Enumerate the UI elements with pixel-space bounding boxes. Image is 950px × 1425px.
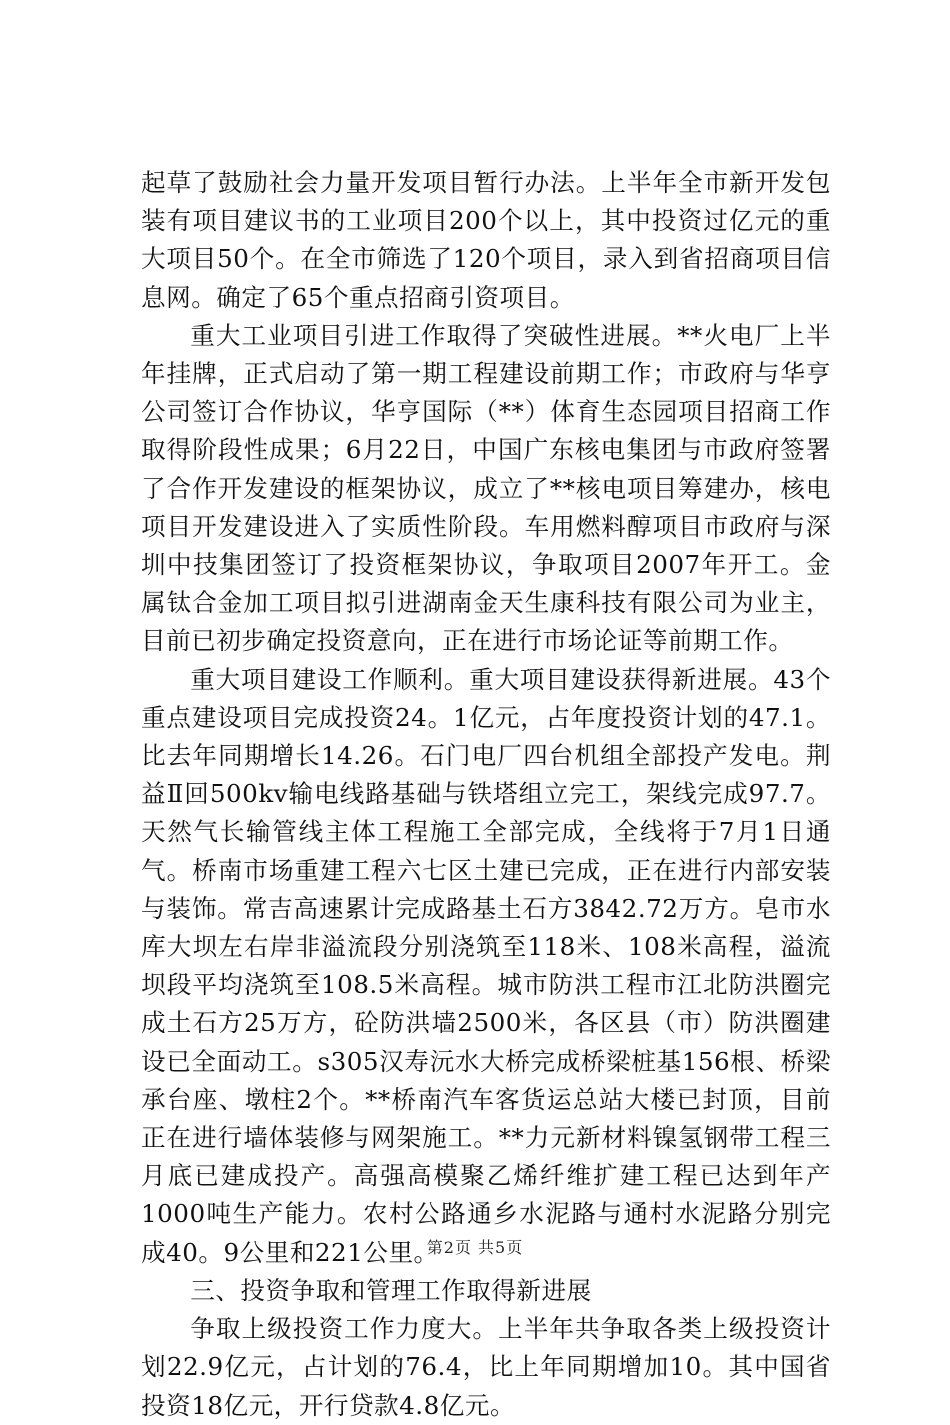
paragraph-5: 争取上级投资工作力度大。上半年共争取各类上级投资计划22.9亿元，占计划的76.4，比上年同期增加10。其中国省投资18亿元，开行贷款4.8亿元。: [141, 1314, 831, 1420]
section-heading: 三、投资争取和管理工作取得新进展: [190, 1275, 592, 1305]
paragraph-1: 起草了鼓励社会力量开发项目暂行办法。上半年全市新开发包装有项目建议书的工业项目200个以上，其中投资过亿元的重大项目50个。在全市筛选了120个项目，录入到省招商项目信息网。确定了65个重点招商引资项目。: [141, 168, 831, 312]
paragraph-2: 重大工业项目引进工作取得了突破性进展。**火电厂上半年挂牌，正式启动了第一期工程建设前期工作；市政府与华亨公司签订合作协议，华亨国际（**）体育生态园项目招商工作取得阶段性成果；6月22日，中国广东核电集团与市政府签署了合作开发建设的框架协议，成立了**核电项目筹建办，核电项目开发建设进入了实质性阶段。车用燃料醇项目市政府与深圳中技集团签订了投资框架协议，争取项目2007年开工。金属钛合金加工项目拟引进湖南金天生康科技有限公司为业主，目前已初步确定投资意向，正在进行市场论证等前期工作。: [141, 320, 831, 656]
page-footer: 第2页 共5页: [426, 1238, 524, 1257]
document-body: [141, 164, 831, 1425]
paragraph-3: 重大项目建设工作顺利。重大项目建设获得新进展。43个重点建设项目完成投资24。1亿元，占年度投资计划的47.1。比去年同期增长14.26。石门电厂四台机组全部投产发电。荆益Ⅱ回500kv输电线路基础与铁塔组立完工，架线完成97.7。天然气长输管线主体工程施工全部完成，全线将于7月1日通气。桥南市场重建工程六七区土建已完成，正在进行内部安装与装饰。常吉高速累计完成路基土石方3842.72万方。皂市水库大坝左右岸非溢流段分别浇筑至118米、108米高程，溢流坝段平均浇筑至108.5米高程。城市防洪工程市江北防洪圈完成土石方25万方，砼防洪墙2500米，各区县（市）防洪圈建设已全面动工。s305汉寿沅水大桥完成桥梁桩基156根、桥梁承台座、墩柱2个。**桥南汽车客货运总站大楼已封顶，目前正在进行墙体装修与网架施工。**力元新材料镍氢钢带工程三月底已建成投产。高强高模聚乙烯纤维扩建工程已达到年产1000吨生产能力。农村公路通乡水泥路与通村水泥路分别完成40。9公里和221公里。: [141, 664, 832, 1267]
